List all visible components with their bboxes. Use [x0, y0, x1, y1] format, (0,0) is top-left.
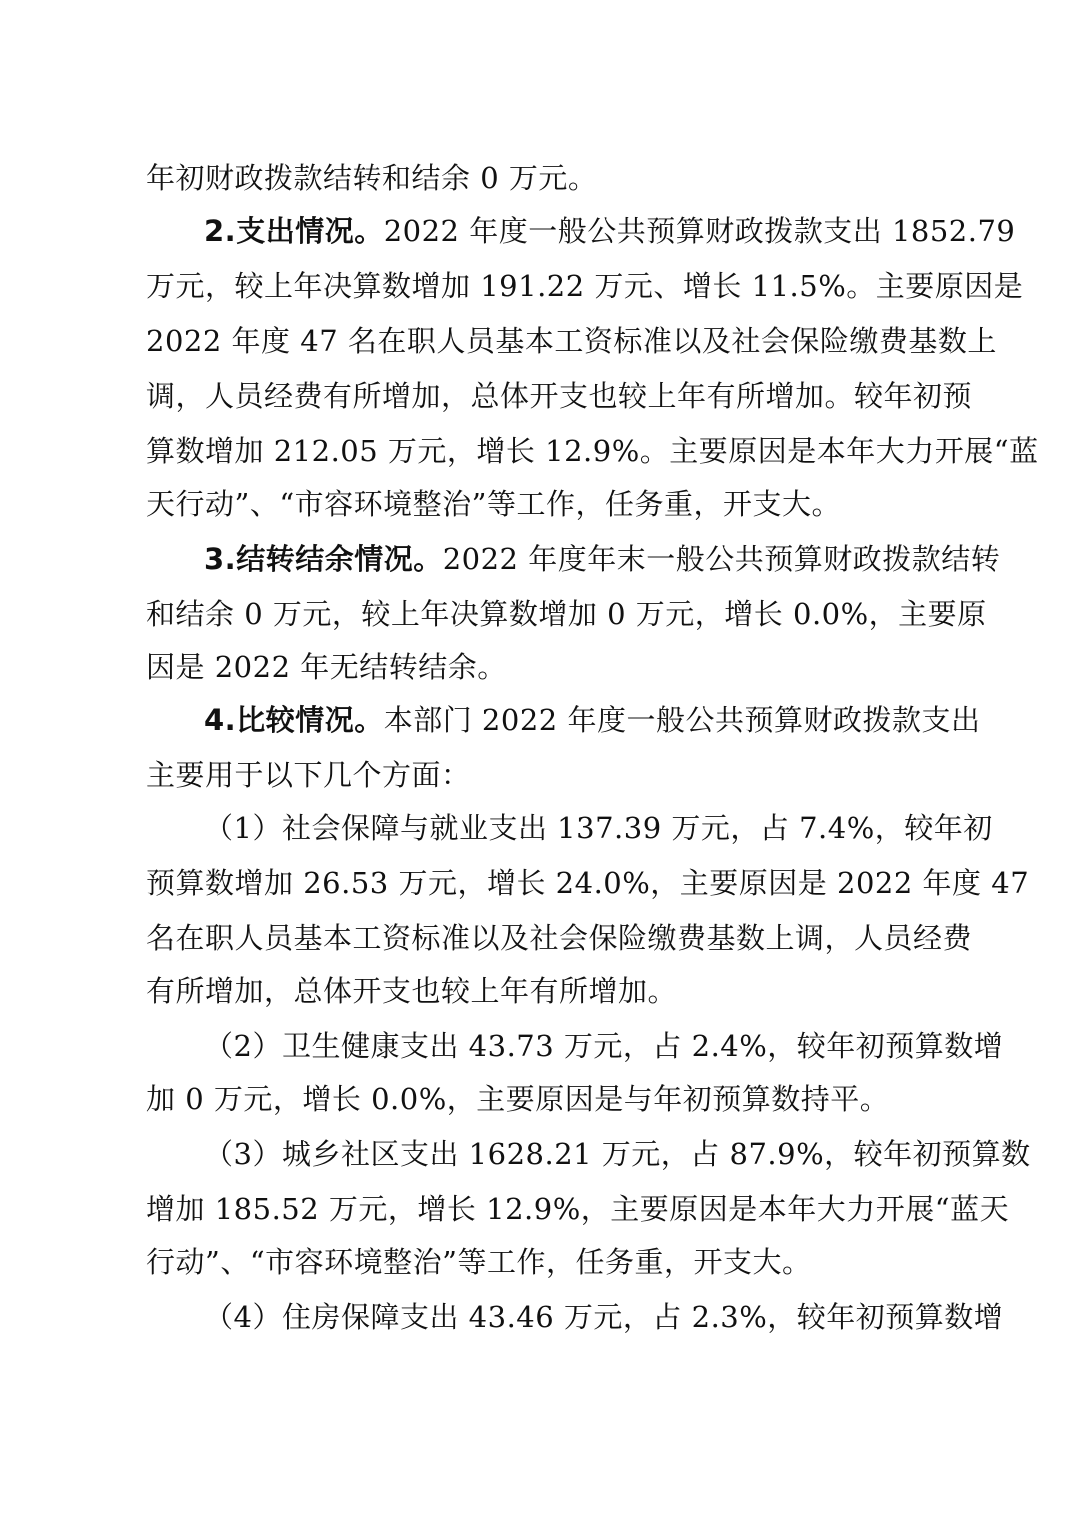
paragraph-line: 有所增加，总体开支也较上年有所增加。	[146, 974, 678, 1008]
paragraph-line: 算数增加 212.05 万元，增长 12.9%。主要原因是本年大力开展“蓝	[146, 434, 1039, 468]
paragraph-line: 预算数增加 26.53 万元，增长 24.0%，主要原因是 2022 年度 47	[146, 866, 1030, 900]
paragraph-line: 和结余 0 万元，较上年决算数增加 0 万元，增长 0.0%，主要原	[146, 597, 987, 631]
paragraph-text: 本部门 2022 年度一般公共预算财政拨款支出	[383, 703, 981, 737]
paragraph-line: 主要用于以下几个方面：	[146, 758, 471, 792]
paragraph-line: 调，人员经费有所增加，总体开支也较上年有所增加。较年初预	[146, 379, 973, 413]
paragraph-line: 增加 185.52 万元，增长 12.9%，主要原因是本年大力开展“蓝天	[146, 1192, 1010, 1226]
list-item-4: （4）住房保障支出 43.46 万元，占 2.3%，较年初预算数增	[204, 1300, 1004, 1334]
heading-comparison: 4.比较情况。	[204, 703, 384, 737]
list-item-1: （1）社会保障与就业支出 137.39 万元，占 7.4%，较年初	[204, 811, 993, 845]
paragraph-line: 加 0 万元，增长 0.0%，主要原因是与年初预算数持平。	[146, 1082, 890, 1116]
paragraph-line: 行动”、“市容环境整治”等工作，任务重，开支大。	[146, 1245, 812, 1279]
paragraph-line: 因是 2022 年无结转结余。	[146, 650, 507, 684]
paragraph-line: 年初财政拨款结转和结余 0 万元。	[146, 161, 598, 195]
heading-expenditure: 2.支出情况。	[204, 214, 384, 248]
section-4-line	[204, 700, 981, 740]
paragraph-line: 万元，较上年决算数增加 191.22 万元、增长 11.5%。主要原因是	[146, 269, 1024, 303]
paragraph-text: 2022 年度一般公共预算财政拨款支出 1852.79	[383, 214, 1016, 248]
section-3-line	[204, 539, 1001, 579]
paragraph-line: 2022 年度 47 名在职人员基本工资标准以及社会保险缴费基数上	[146, 324, 997, 358]
heading-carryover: 3.结转结余情况。	[204, 542, 443, 576]
paragraph-text: 2022 年度年末一般公共预算财政拨款结转	[442, 542, 1001, 576]
list-item-2: （2）卫生健康支出 43.73 万元，占 2.4%，较年初预算数增	[204, 1029, 1004, 1063]
section-2-line	[204, 211, 1016, 251]
list-item-3: （3）城乡社区支出 1628.21 万元，占 87.9%，较年初预算数	[204, 1137, 1031, 1171]
paragraph-line: 名在职人员基本工资标准以及社会保险缴费基数上调，人员经费	[146, 921, 973, 955]
paragraph-line: 天行动”、“市容环境整治”等工作，任务重，开支大。	[146, 487, 841, 521]
